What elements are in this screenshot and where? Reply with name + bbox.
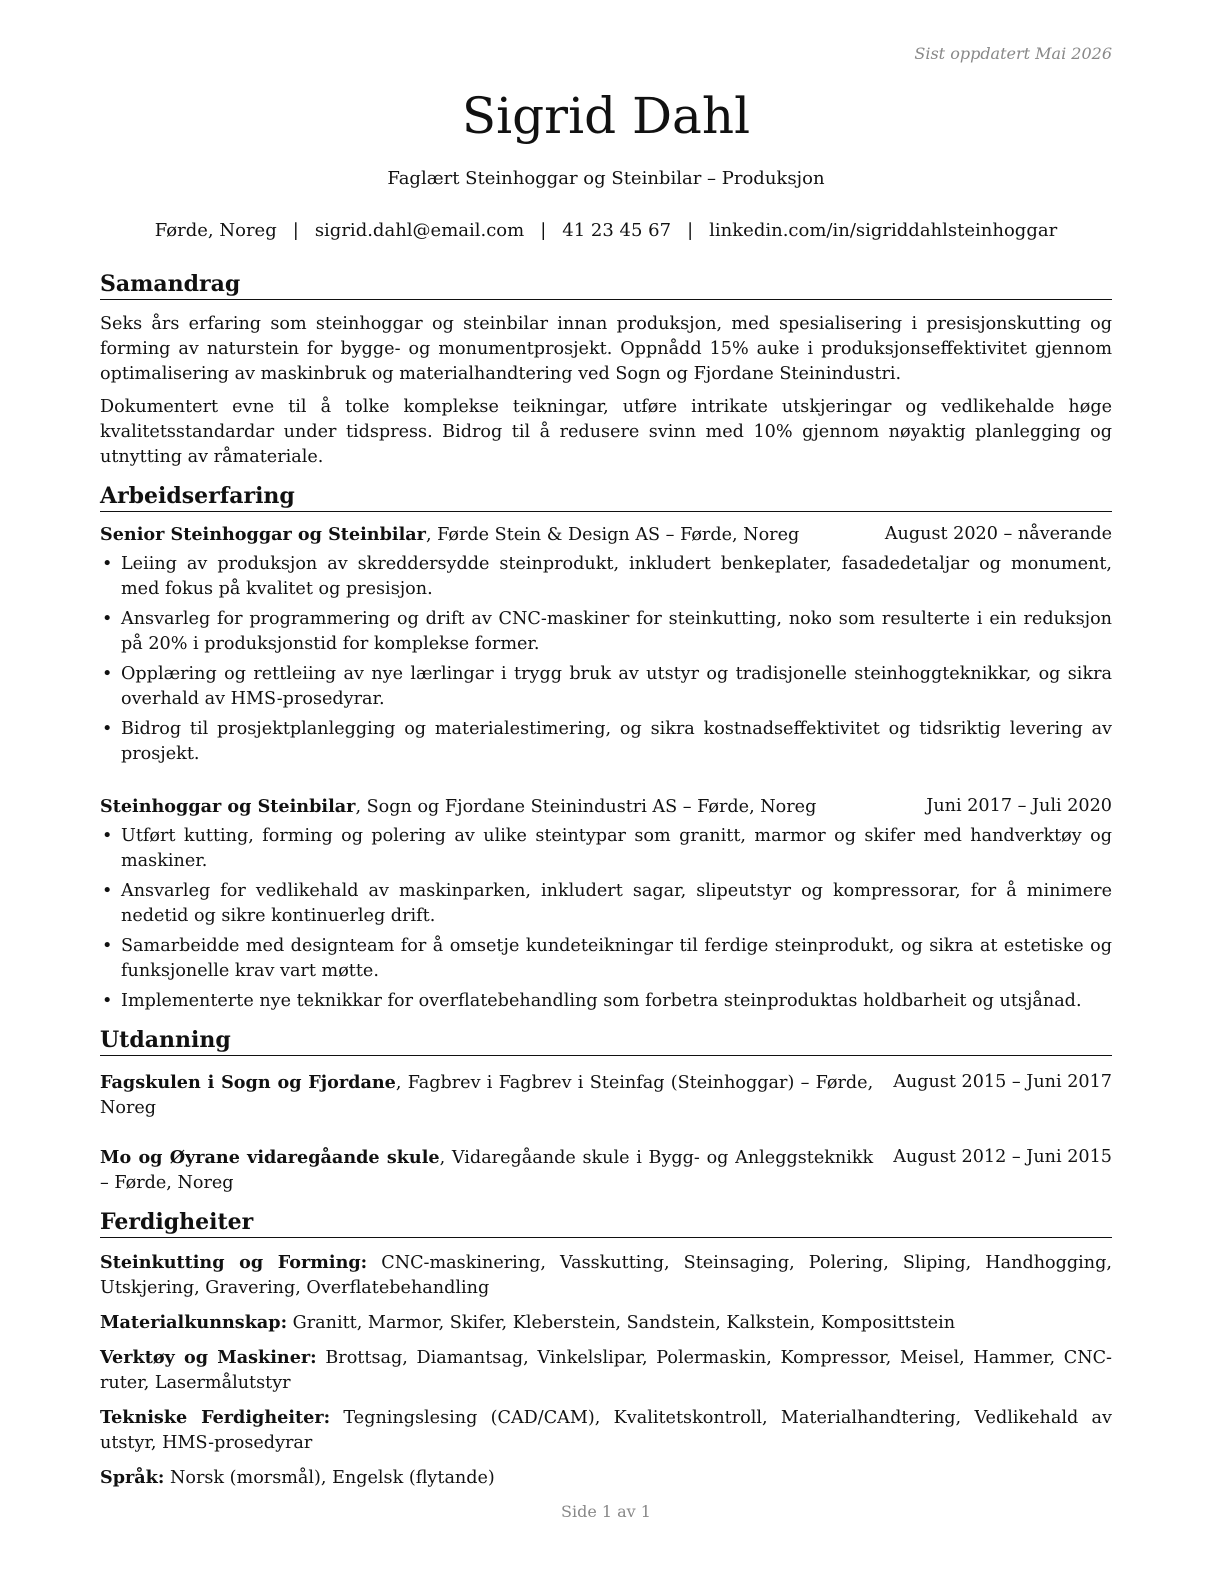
contact-separator: | — [540, 220, 547, 241]
job-employer: , Førde Stein & Design AS – Førde, Noreg — [425, 525, 800, 545]
contact-linkedin[interactable]: linkedin.com/in/sigriddahlsteinhoggar — [709, 220, 1058, 241]
summary-section — [100, 270, 1112, 470]
job-title: Senior Steinhoggar og Steinbilar — [100, 524, 426, 545]
skill-value: Norsk (morsmål), Engelsk (flytande) — [164, 1468, 495, 1488]
list-item: • Ansvarleg for vedlikehald av maskinparken, inkludert sagar, slipeutstyr og kompressorar, for å minimere nedetid og sikre kontinuerleg drift. — [100, 879, 1112, 929]
page-number: Side 1 av 1 — [561, 1502, 651, 1521]
job-entry — [100, 794, 1112, 1014]
skill-label: Språk: — [100, 1467, 165, 1488]
skill-row — [100, 1345, 1112, 1396]
candidate-name: Sigrid Dahl — [461, 87, 751, 145]
resume-page — [100, 0, 1112, 1584]
section-heading: Arbeidserfaring — [100, 482, 1112, 512]
education-entry — [100, 1070, 1112, 1121]
skill-label: Verktøy og Maskiner: — [100, 1347, 317, 1368]
skill-row — [100, 1405, 1112, 1456]
section-heading: Samandrag — [100, 270, 1112, 300]
job-dates: August 2020 – nåverande — [884, 524, 1112, 544]
education-detail: , Vidaregåande skule i Bygg- og Anleggsteknikk – Førde, Noreg — [100, 1148, 874, 1193]
education-entry — [100, 1145, 1112, 1196]
skill-label: Steinkutting og Forming: — [100, 1252, 368, 1273]
contact-phone[interactable]: 41 23 45 67 — [562, 220, 672, 241]
skill-row — [100, 1465, 1112, 1491]
job-bullets — [100, 552, 1112, 767]
education-dates: August 2015 – Juni 2017 — [893, 1072, 1112, 1092]
school-name: Mo og Øyrane vidaregåande skule — [100, 1147, 440, 1168]
job-entry — [100, 522, 1112, 767]
job-employer: , Sogn og Fjordane Steinindustri AS – Førde, Noreg — [355, 797, 817, 817]
section-heading: Utdanning — [100, 1026, 1112, 1056]
skill-value: Granitt, Marmor, Skifer, Kleberstein, Sandstein, Kalkstein, Komposittstein — [287, 1313, 956, 1333]
contact-separator: | — [687, 220, 694, 241]
summary-paragraph: Seks års erfaring som steinhoggar og steinbilar innan produksjon, med spesialisering i presisjonskutting og forming av naturstein for bygge- og monumentprosjekt. Oppnådd 15% auke i produksjonseffektivitet gjennom optimalisering av maskinbruk og materialhandtering ved Sogn og Fjordane Steinindustri. — [100, 314, 1112, 384]
list-item: • Bidrog til prosjektplanlegging og materialestimering, og sikra kostnadseffektivitet og tidsriktig levering av prosjekt. — [100, 717, 1112, 767]
education-section — [100, 1026, 1112, 1196]
list-item: • Leiing av produksjon av skreddersydde steinprodukt, inkludert benkeplater, fasadedetaljar og monument, med fokus på kvalitet og presisjon. — [100, 552, 1112, 602]
section-heading: Ferdigheiter — [100, 1208, 1112, 1238]
skill-row — [100, 1310, 1112, 1336]
contact-separator: | — [292, 220, 299, 241]
job-bullets — [100, 824, 1112, 1014]
job-title: Faglært Steinhoggar og Steinbilar – Produksjon — [387, 168, 825, 189]
education-detail: , Fagbrev i Fagbrev i Steinfag (Steinhoggar) – Førde, Noreg — [100, 1073, 874, 1118]
experience-section — [100, 482, 1112, 1014]
skill-value: Brottsag, Diamantsag, Vinkelslipar, Polermaskin, Kompressor, Meisel, Hammer, CNC-ruter, Lasermålutstyr — [100, 1348, 1112, 1393]
skills-section — [100, 1208, 1112, 1491]
job-title: Steinhoggar og Steinbilar — [100, 796, 356, 817]
job-dates: Juni 2017 – Juli 2020 — [926, 796, 1112, 816]
list-item: • Opplæring og rettleiing av nye lærlingar i trygg bruk av utstyr og tradisjonelle steinhoggteknikkar, og sikra overhald av HMS-prosedyrar. — [100, 662, 1112, 712]
school-name: Fagskulen i Sogn og Fjordane — [100, 1072, 396, 1093]
contact-location: Førde, Noreg — [154, 220, 277, 241]
list-item: • Samarbeidde med designteam for å omsetje kundeteikningar til ferdige steinprodukt, og sikra at estetiske og funksjonelle krav vart møtte. — [100, 934, 1112, 984]
job-header — [100, 522, 1112, 548]
skill-label: Tekniske Ferdigheiter: — [100, 1407, 331, 1428]
skill-row — [100, 1250, 1112, 1301]
skill-value: CNC-maskinering, Vasskutting, Steinsaging, Polering, Sliping, Handhogging, Utskjering, Gravering, Overflatebehandling — [100, 1253, 1112, 1298]
skill-value: Tegningslesing (CAD/CAM), Kvalitetskontroll, Materialhandtering, Vedlikehald av utstyr, HMS-prosedyrar — [100, 1408, 1112, 1453]
list-item: • Ansvarleg for programmering og drift av CNC-maskiner for steinkutting, noko som resulterte i ein reduksjon på 20% i produksjonstid for komplekse former. — [100, 607, 1112, 657]
skill-label: Materialkunnskap: — [100, 1312, 288, 1333]
contact-line — [100, 220, 1112, 241]
job-header — [100, 794, 1112, 820]
contact-email[interactable]: sigrid.dahl@email.com — [314, 220, 525, 241]
list-item: • Implementerte nye teknikkar for overflatebehandling som forbetra steinproduktas holdbarheit og utsjånad. — [100, 989, 1112, 1014]
list-item: • Utført kutting, forming og polering av ulike steintypar som granitt, marmor og skifer med handverktøy og maskiner. — [100, 824, 1112, 874]
education-dates: August 2012 – Juni 2015 — [893, 1147, 1112, 1167]
resume-content — [100, 270, 1112, 1503]
last-updated: Sist oppdatert Mai 2026 — [914, 44, 1112, 63]
summary-paragraph: Dokumentert evne til å tolke komplekse teikningar, utføre intrikate utskjeringar og vedlikehalde høge kvalitetsstandardar under tidspress. Bidrog til å redusere svinn med 10% gjennom nøyaktig planlegging og utnytting av råmateriale. — [100, 397, 1112, 467]
